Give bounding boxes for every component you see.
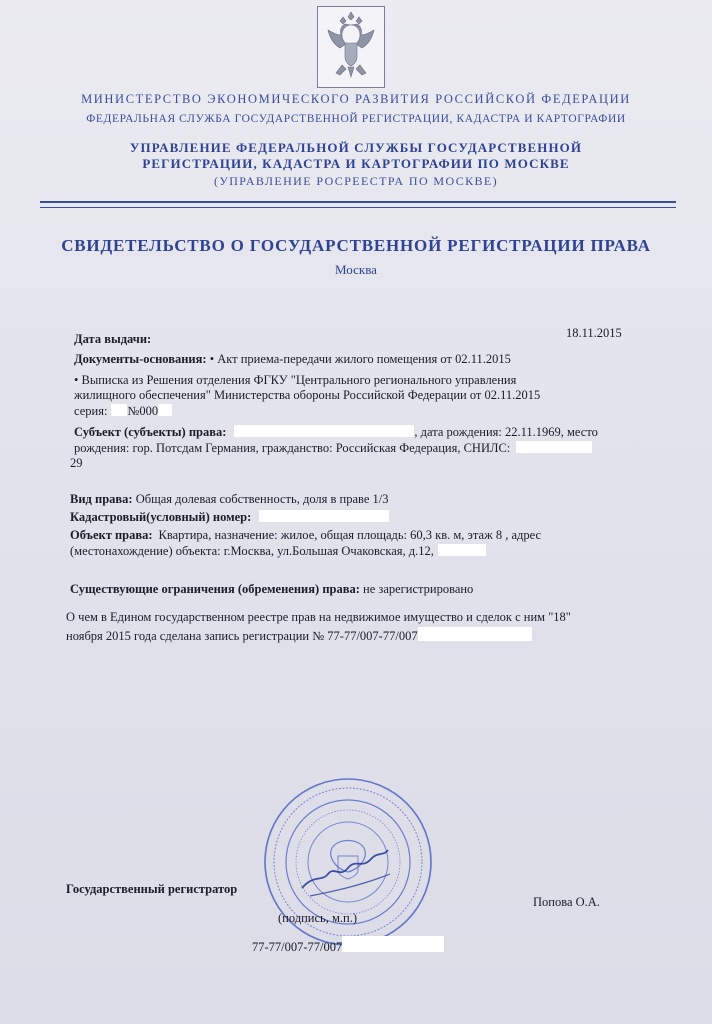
- subject-line1: [74, 425, 598, 440]
- documents-line3: жилищного обеспечения" Министерства обороны Российской Федерации от 02.11.2015: [74, 388, 541, 402]
- subject-line3: 29: [70, 456, 83, 470]
- registrar-code: 77-77/007-77/007: [252, 940, 343, 954]
- documents-line1: [74, 352, 511, 367]
- redacted-snils: [516, 441, 592, 453]
- header-divider-bottom: [40, 207, 676, 208]
- subject-label: Субъект (субъекты) права:: [74, 425, 227, 439]
- city-name: Москва: [335, 262, 377, 277]
- department-name-line2: РЕГИСТРАЦИИ, КАДАСТРА И КАРТОГРАФИИ ПО МОСКВЕ: [142, 156, 570, 171]
- number-prefix: №000: [127, 404, 159, 418]
- object-address: (местонахождение) объекта: г.Москва, ул.Большая Очаковская, д.12,: [70, 544, 434, 558]
- documents-series: [74, 404, 172, 419]
- department-short-name: (УПРАВЛЕНИЕ РОСРЕЕСТРА ПО МОСКВЕ): [213, 174, 499, 188]
- redacted-subject-name: [234, 425, 414, 437]
- documents-label: Документы-основания:: [74, 352, 207, 366]
- right-type: [70, 492, 389, 507]
- object-label: Объект права:: [70, 528, 153, 542]
- coat-of-arms-icon: [317, 6, 385, 88]
- registrar-code-line: [252, 936, 444, 955]
- issue-date-label: Дата выдачи:: [74, 332, 152, 346]
- registrar-name: Попова О.А.: [533, 895, 600, 909]
- object-line2: [70, 544, 486, 559]
- redacted-number: [158, 404, 172, 416]
- department-name-line1: УПРАВЛЕНИЕ ФЕДЕРАЛЬНОЙ СЛУЖБЫ ГОСУДАРСТВЕННОЙ: [129, 140, 583, 155]
- restrictions-value: не зарегистрировано: [359, 582, 474, 596]
- redacted-registrar-code: [342, 936, 444, 952]
- signature-note: (подпись, м.п.): [278, 911, 357, 925]
- documents-line2: • Выписка из Решения отделения ФГКУ "Центрального регионального управления: [74, 373, 517, 387]
- redacted-apartment: [438, 544, 486, 556]
- document-title: СВИДЕТЕЛЬСТВО О ГОСУДАРСТВЕННОЙ РЕГИСТРАЦИИ ПРАВА: [61, 236, 651, 255]
- right-type-value: Общая долевая собственность, доля в праве 1/3: [132, 492, 389, 506]
- service-name: ФЕДЕРАЛЬНАЯ СЛУЖБА ГОСУДАРСТВЕННОЙ РЕГИСТРАЦИИ, КАДАСТРА И КАРТОГРАФИИ: [86, 113, 626, 125]
- restrictions-label: Существующие ограничения (обременения) права:: [70, 582, 360, 596]
- subject-birth-date: , дата рождения: 22.11.1969, место: [414, 425, 598, 439]
- object-description: Квартира, назначение: жилое, общая площадь: 60,3 кв. м, этаж 8 , адрес: [158, 528, 542, 542]
- subject-birthplace: рождения: гор. Потсдам Германия, гражданство: Российская Федерация, СНИЛС:: [74, 441, 511, 455]
- record-number: ноября 2015 года сделана запись регистрации № 77-77/007-77/007: [66, 629, 418, 643]
- redacted-record-number: [418, 627, 532, 641]
- ministry-name: МИНИСТЕРСТВО ЭКОНОМИЧЕСКОГО РАЗВИТИЯ РОССИЙСКОЙ ФЕДЕРАЦИИ: [81, 92, 631, 106]
- subject-line2: [74, 441, 592, 456]
- cadastral-number: [70, 510, 389, 525]
- record-line2: [66, 627, 532, 644]
- object-line1: [70, 528, 541, 543]
- header-divider-top: [40, 201, 676, 203]
- right-type-label: Вид права:: [70, 492, 133, 506]
- documents-act: • Акт приема-передачи жилого помещения от 02.11.2015: [206, 352, 511, 366]
- restrictions: [70, 582, 473, 597]
- series-label: серия:: [74, 404, 108, 418]
- issue-date-value: 18.11.2015: [566, 326, 622, 340]
- registrar-label: Государственный регистратор: [66, 882, 238, 896]
- record-line1: О чем в Едином государственном реестре прав на недвижимое имущество и сделок с ним "18": [66, 610, 571, 624]
- redacted-cadastral-number: [259, 510, 389, 522]
- cadastral-label: Кадастровый(условный) номер:: [70, 510, 252, 524]
- redacted-series: [111, 404, 127, 416]
